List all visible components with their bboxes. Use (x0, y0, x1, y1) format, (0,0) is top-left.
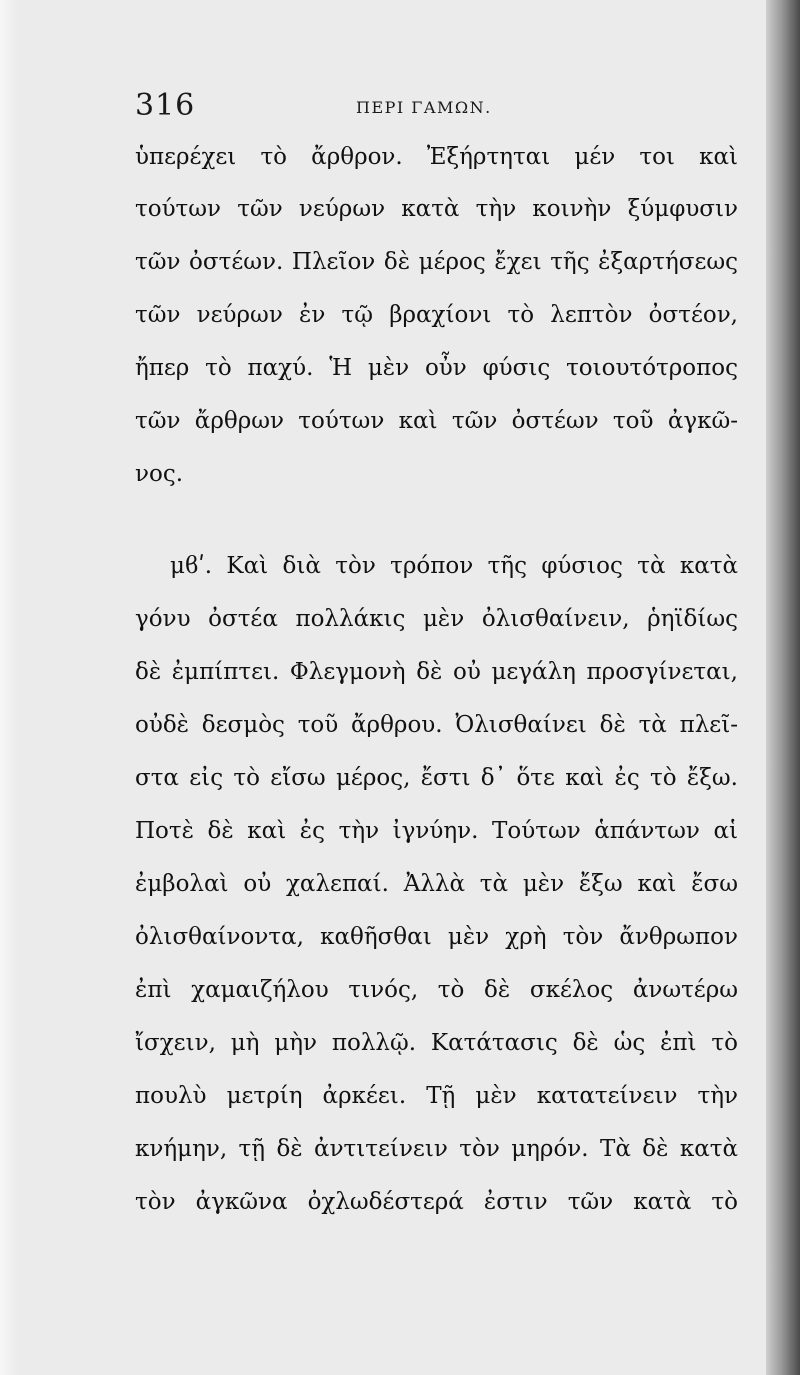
text-line: τῶν νεύρων ἐν τῷ βραχίονι τὸ λεπτὸν ὀστέον, (135, 302, 738, 328)
text-line: πουλὺ μετρίη ἀρκέει. Τῇ μὲν κατατείνειν τὴν (135, 1083, 738, 1109)
text-line: τῶν ἄρθρων τούτων καὶ τῶν ὀστέων τοῦ ἀγκῶ- (135, 408, 738, 434)
running-head: ΠΕΡΙ ΓΑΜΩΝ. (356, 98, 492, 117)
text-line: ὑπερέχει τὸ ἄρθρον. Ἐξήρτηται μέν τοι καὶ (135, 144, 738, 170)
text-line: ἴσχειν, μὴ μὴν πολλῷ. Κατάτασις δὲ ὡς ἐπὶ τὸ (135, 1030, 738, 1056)
text-line: ἐπὶ χαμαιζήλου τινός, τὸ δὲ σκέλος ἀνωτέρω (135, 977, 738, 1003)
text-line: τὸν ἀγκῶνα ὀχλωδέστερά ἐστιν τῶν κατὰ τὸ (135, 1189, 738, 1215)
text-line: στα εἰς τὸ εἴσω μέρος, ἔστι δ᾽ ὅτε καὶ ἐς τὸ ἔξω. (135, 765, 738, 791)
text-line: τούτων τῶν νεύρων κατὰ τὴν κοινὴν ξύμφυσιν (135, 196, 738, 222)
text-line: γόνυ ὀστέα πολλάκις μὲν ὀλισθαίνειν, ῥηϊδίως (135, 606, 738, 632)
page-binding-shadow (766, 0, 800, 1375)
text-line: ἐμβολαὶ οὐ χαλεπαί. Ἀλλὰ τὰ μὲν ἔξω καὶ ἔσω (135, 871, 738, 897)
text-line: ἤπερ τὸ παχύ. Ἡ μὲν οὖν φύσις τοιουτότροπος (135, 355, 738, 381)
text-line: τῶν ὀστέων. Πλεῖον δὲ μέρος ἔχει τῆς ἐξαρτήσεως (135, 249, 738, 275)
text-line: κνήμην, τῇ δὲ ἀντιτείνειν τὸν μηρόν. Τὰ δὲ κατὰ (135, 1136, 738, 1162)
page-number: 316 (135, 88, 196, 123)
page-left-edge (0, 0, 18, 1375)
paragraph-first-line: μϐʹ. Καὶ διὰ τὸν τρόπον τῆς φύσιος τὰ κατὰ (170, 553, 738, 579)
text-line: οὐδὲ δεσμὸς τοῦ ἄρθρου. Ὀλισθαίνει δὲ τὰ πλεῖ- (135, 712, 738, 738)
text-line: Ποτὲ δὲ καὶ ἐς τὴν ἰγνύην. Τούτων ἁπάντων αἱ (135, 818, 738, 844)
text-line: νος. (135, 461, 184, 487)
text-line: δὲ ἐμπίπτει. Φλεγμονὴ δὲ οὐ μεγάλη προσγίνεται, (135, 659, 738, 685)
text-line: ὀλισθαίνοντα, καθῆσθαι μὲν χρὴ τὸν ἄνθρωπον (135, 924, 738, 950)
